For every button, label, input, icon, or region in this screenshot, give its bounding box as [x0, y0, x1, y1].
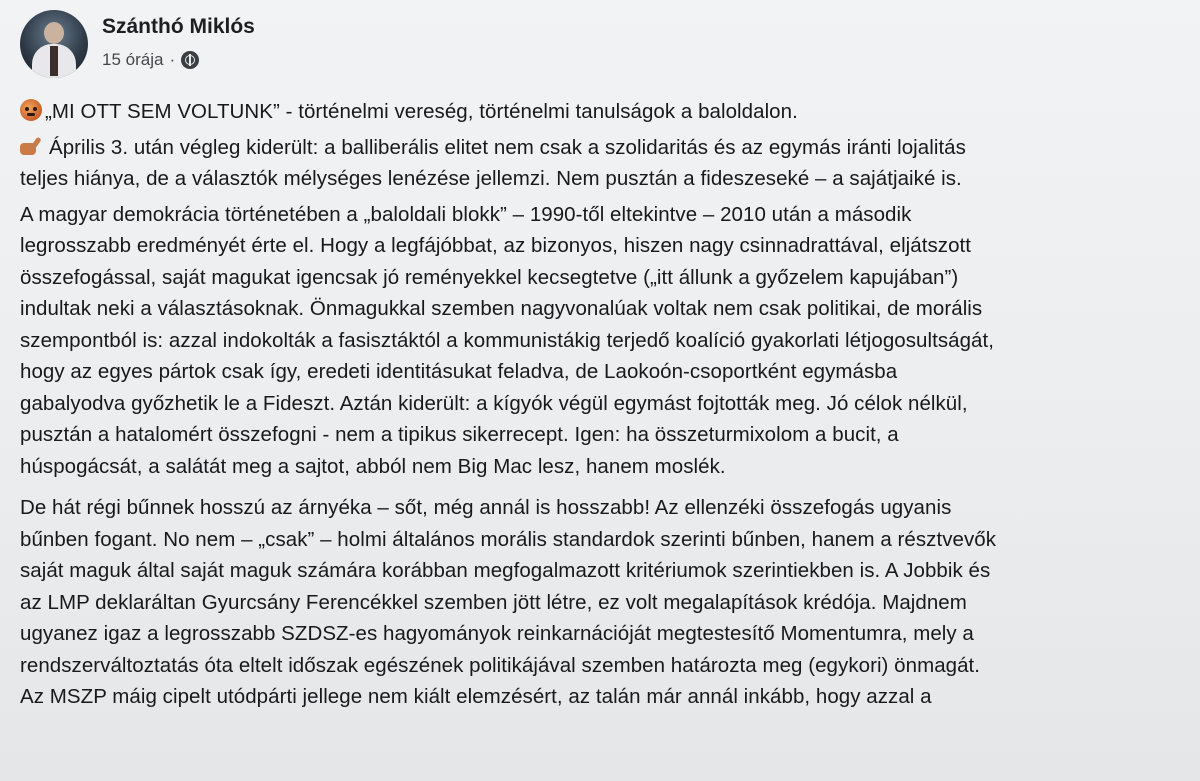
post-timestamp[interactable]: 15 órája [102, 50, 164, 69]
paragraph-line: gabalyodva győzhetik le a Fideszt. Aztán kiderült: a kígyók végül egymást fojtották meg. Jó célok nélkül, [20, 391, 968, 415]
paragraph-line: húspogácsát, a salátát meg a sajtot, abból nem Big Mac lesz, hanem moslék. [20, 454, 726, 478]
paragraph-line: rendszerváltoztatás óta eltelt időszak egészének politikájával szemben határozta meg (egykori) önmagát. [20, 653, 981, 677]
globe-icon[interactable] [181, 51, 199, 69]
post-header [20, 10, 255, 86]
post-body [20, 96, 1185, 717]
paragraph-line: bűnben fogant. No nem – „csak” – holmi általános morális standardok szerinti bűnben, hanem a résztvevők [20, 527, 997, 551]
post-time-row [102, 50, 255, 70]
post-lead [20, 132, 1185, 195]
paragraph-line: összefogással, saját magukat igencsak jó reményekkel kecsegtetve („itt állunk a győzelem kapujában”) [20, 265, 959, 289]
paragraph-line: saját maguk által saját maguk számára korábban megfogalmazott kritériumok szerintiekben is. A Jobbik és [20, 559, 991, 582]
author-avatar[interactable] [20, 10, 88, 78]
pointing-hand-icon [20, 135, 46, 157]
author-name[interactable]: Szánthó Miklós [102, 15, 255, 38]
separator-dot: · [169, 50, 176, 69]
paragraph-1 [20, 199, 1185, 483]
paragraph-line: hogy az egyes pártok csak így, eredeti identitásukat feladva, de Laokoón-csoportként egymásba [20, 360, 898, 383]
post-meta [102, 10, 255, 70]
paragraph-2 [20, 492, 1185, 713]
paragraph-line: az LMP deklaráltan Gyurcsány Ferencékkel szemben jött létre, ez volt megalapítások krédója. Majdnem [20, 590, 967, 614]
avatar-shirt [50, 46, 58, 76]
paragraph-line: indultak neki a választásoknak. Önmagukkal szemben nagyvonalúak voltak nem csak politikai, de morális [20, 297, 983, 320]
paragraph-line: legrosszabb eredményét érte el. Hogy a legfájóbbat, az bizonyos, hiszen nagy csinnadrattával, eljátszott [20, 234, 972, 257]
lead-line [20, 163, 1185, 195]
paragraph-line: A magyar demokrácia történetében a „baloldali blokk” – 1990-től eltekintve – 2010 után a második [20, 202, 912, 226]
angry-face-icon [20, 99, 42, 121]
paragraph-line: ugyanez igaz a legrosszabb SZDSZ-es hagyományok reinkarnációját megtestesítő Momentumra, mely a [20, 622, 974, 645]
post-title-text: „MI OTT SEM VOLTUNK” - történelmi vereség, történelmi tanulságok a baloldalon. [45, 100, 798, 123]
lead-line-1: Április 3. után végleg kiderült: a balliberális elitet nem csak a szolidaritás és az egymás iránti lojalitás [49, 135, 966, 159]
paragraph-line: Az MSZP máig cipelt utódpárti jellege nem kiált elemzésért, az talán már annál inkább, hogy azzal a [20, 685, 932, 708]
paragraph-line: szempontból is: azzal indokolták a fasisztáktól a kommunistákig terjedő koalíció gyakorlati létjogosultságát, [20, 328, 994, 352]
lead-line [20, 132, 1185, 164]
lead-line-2: teljes hiánya, de a választók mélységes lenézése jellemzi. Nem pusztán a fideszeseké – a sajátjaiké is. [20, 167, 962, 190]
paragraph-line: pusztán a hatalomért összefogni - nem a tipikus sikerrecept. Igen: ha összeturmixolom a bucit, a [20, 423, 899, 446]
paragraph-line: De hát régi bűnnek hosszú az árnyéka – sőt, még annál is hosszabb! Az ellenzéki összefogás ugyanis [20, 496, 952, 519]
post-title-line [20, 96, 1185, 128]
avatar-head [44, 22, 64, 44]
